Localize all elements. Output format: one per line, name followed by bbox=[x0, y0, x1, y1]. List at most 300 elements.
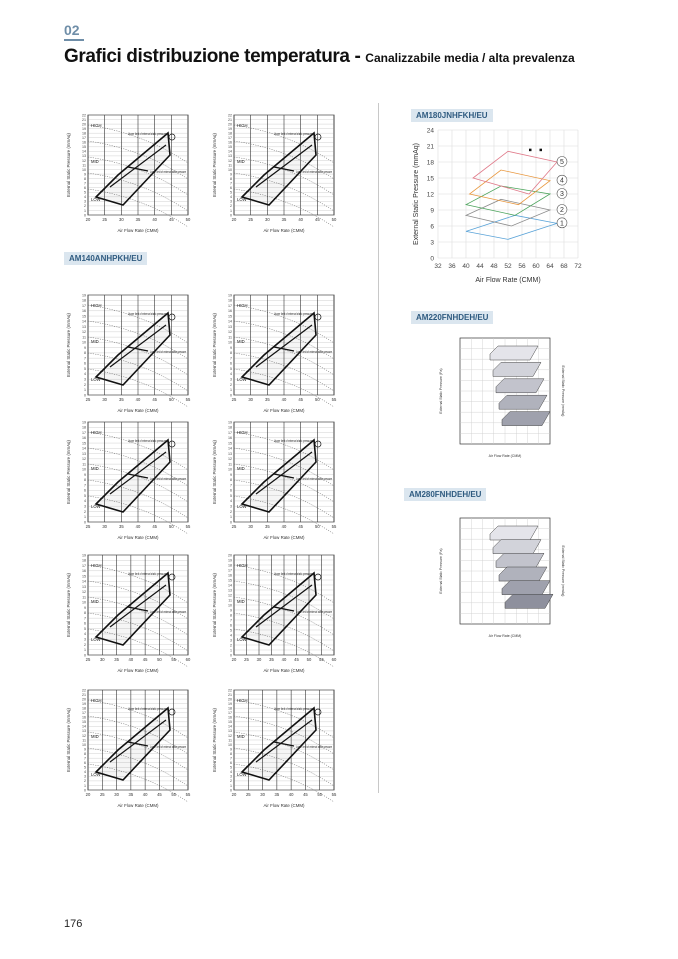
y-tick-label: 17 bbox=[228, 136, 232, 141]
x-tick-label: 30 bbox=[118, 217, 124, 222]
y-tick-label: 8 bbox=[230, 613, 232, 618]
y-tick-label: 13 bbox=[228, 588, 232, 593]
y-tick-label: 12 bbox=[82, 330, 86, 335]
small-chart bbox=[210, 412, 350, 542]
y-tick-label: 12 bbox=[228, 330, 232, 335]
y-tick-label: 9 bbox=[230, 172, 232, 177]
y-tick-label: 4 bbox=[84, 632, 86, 637]
x-tick-label: 40 bbox=[152, 217, 158, 222]
x-tick-label: 25 bbox=[85, 657, 91, 662]
y-tick-label: 22 bbox=[82, 113, 86, 118]
y-tick-label: 11 bbox=[228, 163, 232, 168]
y-tick-label: 13 bbox=[228, 324, 232, 329]
y-tick-label: 10 bbox=[82, 167, 86, 172]
x-tick-label: 20 bbox=[231, 792, 237, 797]
y-tick-label: 1 bbox=[84, 515, 86, 520]
high-label: HIGH bbox=[91, 303, 102, 308]
y-tick-label: 19 bbox=[228, 420, 232, 425]
y-tick-label: 17 bbox=[82, 136, 86, 141]
lower-limit-label: Lower limit of external static pressure bbox=[150, 170, 186, 174]
y-tick-label: 24 bbox=[426, 127, 434, 135]
y-tick-label: 5 bbox=[230, 628, 232, 633]
small-chart bbox=[210, 545, 350, 675]
y-tick-label: 9 bbox=[230, 747, 232, 752]
y-tick-label: 18 bbox=[82, 558, 86, 563]
y-tick-label: 2 bbox=[230, 204, 232, 209]
y-tick-label: 15 bbox=[82, 314, 86, 319]
x-tick-label: 25 bbox=[85, 524, 91, 529]
y-tick-label: 12 bbox=[228, 733, 232, 738]
y-tick-label: 10 bbox=[228, 742, 232, 747]
low-label: LOW bbox=[91, 197, 101, 202]
x-tick-label: 20 bbox=[231, 657, 237, 662]
x-tick-label: 55 bbox=[319, 657, 324, 662]
y2-axis-label: External Static Pressure (mmAq) bbox=[561, 365, 565, 417]
small-chart bbox=[64, 105, 204, 235]
x-tick-label: 44 bbox=[476, 263, 484, 270]
y-axis-label: External Static Pressure (mmAq) bbox=[66, 573, 71, 637]
x-tick-label: 60 bbox=[532, 263, 540, 270]
y-tick-label: 17 bbox=[82, 711, 86, 716]
x-tick-label: 60 bbox=[185, 657, 191, 662]
y-tick-label: 0 bbox=[430, 255, 434, 263]
small-chart bbox=[210, 105, 350, 235]
y-tick-label: 9 bbox=[230, 472, 232, 477]
x-axis-label: Air Flow Rate (CMM) bbox=[117, 668, 159, 673]
y-tick-label: 7 bbox=[84, 756, 86, 761]
y-tick-label: 18 bbox=[426, 159, 434, 167]
x-tick-label: 35 bbox=[274, 792, 280, 797]
upper-limit-label: Upper limit of external static pressure bbox=[128, 132, 166, 136]
x-tick-label: 55 bbox=[331, 792, 337, 797]
y-tick-label: 4 bbox=[230, 633, 232, 638]
y-tick-label: 5 bbox=[230, 493, 232, 498]
y-tick-label: 1 bbox=[230, 515, 232, 520]
upper-limit-label: Upper limit of external static pressure bbox=[128, 707, 166, 711]
y-tick-label: 15 bbox=[82, 145, 86, 150]
y-tick-label: 3 bbox=[84, 199, 86, 204]
y-tick-label: 5 bbox=[84, 366, 86, 371]
x-tick-label: 50 bbox=[171, 792, 177, 797]
mid-label: MID bbox=[91, 339, 99, 344]
low-label: LOW bbox=[237, 377, 247, 382]
x-tick-label: 20 bbox=[85, 217, 91, 222]
y-tick-label: 7 bbox=[230, 356, 232, 361]
y-tick-label: 19 bbox=[82, 293, 86, 298]
pressure-band bbox=[493, 540, 541, 554]
y-tick-label: 0 bbox=[230, 653, 232, 658]
pressure-band bbox=[496, 379, 544, 393]
mid-label: MID bbox=[91, 159, 99, 164]
y-tick-label: 17 bbox=[228, 430, 232, 435]
y-tick-label: 18 bbox=[228, 706, 232, 711]
lower-limit-label: Lower limit of external static pressure bbox=[150, 610, 186, 614]
x-tick-label: 40 bbox=[281, 657, 287, 662]
y-tick-label: 11 bbox=[82, 163, 86, 168]
y-tick-label: 8 bbox=[84, 611, 86, 616]
y-tick-label: 15 bbox=[82, 720, 86, 725]
x-tick-label: 30 bbox=[99, 657, 105, 662]
x-tick-label: 35 bbox=[264, 524, 270, 529]
x-tick-label: 40 bbox=[281, 524, 287, 529]
y-tick-label: 11 bbox=[228, 738, 232, 743]
y-tick-label: 10 bbox=[82, 467, 86, 472]
y-tick-label: 3 bbox=[230, 638, 232, 643]
y-tick-label: 10 bbox=[228, 603, 232, 608]
y-tick-label: 9 bbox=[230, 608, 232, 613]
y-tick-label: 11 bbox=[82, 335, 86, 340]
y-tick-label: 14 bbox=[82, 579, 86, 584]
pressure-band bbox=[490, 526, 538, 540]
am280-chart bbox=[432, 512, 572, 652]
y-tick-label: 2 bbox=[84, 779, 86, 784]
x-axis-label: Air Flow Rate (CMM) bbox=[117, 803, 159, 808]
y-tick-label: 18 bbox=[228, 425, 232, 430]
x-tick-label: 50 bbox=[306, 657, 312, 662]
y-tick-label: 14 bbox=[82, 149, 86, 154]
y-tick-label: 10 bbox=[228, 467, 232, 472]
y-tick-label: 2 bbox=[84, 509, 86, 514]
x-tick-label: 50 bbox=[314, 524, 320, 529]
y-tick-label: 5 bbox=[230, 765, 232, 770]
pressure-band bbox=[496, 553, 544, 567]
page-number: 176 bbox=[64, 918, 83, 930]
y-tick-label: 8 bbox=[84, 478, 86, 483]
y-tick-label: 12 bbox=[228, 457, 232, 462]
x-tick-label: 30 bbox=[102, 397, 108, 402]
x-tick-label: 40 bbox=[128, 657, 134, 662]
y-axis-label: External Static Pressure (mmAq) bbox=[66, 440, 71, 504]
small-chart bbox=[64, 412, 204, 542]
pressure-band bbox=[493, 362, 541, 376]
y-tick-label: 7 bbox=[84, 616, 86, 621]
x-tick-label: 45 bbox=[152, 524, 158, 529]
x-tick-label: 35 bbox=[114, 657, 119, 662]
y-tick-label: 18 bbox=[228, 563, 232, 568]
low-label: LOW bbox=[237, 637, 247, 642]
y-tick-label: 0 bbox=[230, 520, 232, 525]
am220-chart bbox=[432, 332, 572, 472]
x-tick-label: 35 bbox=[128, 792, 134, 797]
y-tick-label: 8 bbox=[230, 176, 232, 181]
y-tick-label: 5 bbox=[230, 366, 232, 371]
mid-label: MID bbox=[91, 599, 99, 604]
y-tick-label: 19 bbox=[228, 558, 232, 563]
y-tick-label: 6 bbox=[84, 361, 86, 366]
pressure-band bbox=[499, 395, 547, 409]
low-label: LOW bbox=[237, 197, 247, 202]
lower-limit-label: Lower limit of external static pressure bbox=[150, 477, 186, 481]
marker-dot bbox=[540, 149, 543, 152]
y-tick-label: 1 bbox=[84, 648, 86, 653]
y-tick-label: 16 bbox=[82, 436, 86, 441]
y-tick-label: 4 bbox=[84, 372, 86, 377]
x-tick-label: 35 bbox=[281, 217, 287, 222]
y-tick-label: 0 bbox=[84, 213, 86, 218]
y-tick-label: 16 bbox=[82, 309, 86, 314]
y-tick-label: 6 bbox=[430, 223, 434, 231]
y-tick-label: 14 bbox=[228, 149, 232, 154]
y-axis-label: External Static Pressure (mmAq) bbox=[212, 313, 217, 377]
y-tick-label: 13 bbox=[228, 729, 232, 734]
y-axis-label: External Static Pressure (mmAq) bbox=[66, 708, 71, 772]
x-tick-label: 45 bbox=[298, 397, 304, 402]
upper-limit-label: Upper limit of external static pressure bbox=[128, 572, 166, 576]
y-tick-label: 9 bbox=[84, 605, 86, 610]
y-tick-label: 12 bbox=[228, 593, 232, 598]
y-tick-label: 1 bbox=[230, 783, 232, 788]
y-tick-label: 1 bbox=[230, 648, 232, 653]
high-label: HIGH bbox=[91, 430, 102, 435]
high-label: HIGH bbox=[237, 563, 248, 568]
y-tick-label: 16 bbox=[228, 715, 232, 720]
y-tick-label: 10 bbox=[82, 600, 86, 605]
x-tick-label: 30 bbox=[260, 792, 265, 797]
y-tick-label: 3 bbox=[430, 239, 434, 247]
y-tick-label: 21 bbox=[82, 117, 86, 122]
y-tick-label: 4 bbox=[230, 372, 232, 377]
y-tick-label: 14 bbox=[82, 319, 86, 324]
pressure-band bbox=[502, 581, 550, 595]
upper-limit-label: Upper limit of external static pressure bbox=[274, 439, 312, 443]
high-label: HIGH bbox=[237, 123, 248, 128]
y-tick-label: 9 bbox=[430, 207, 434, 215]
y-tick-label: 2 bbox=[84, 204, 86, 209]
x-axis-label: Air Flow Rate (CMM) bbox=[488, 454, 522, 458]
y-tick-label: 2 bbox=[230, 509, 232, 514]
y-tick-label: 19 bbox=[82, 701, 86, 706]
y-tick-label: 0 bbox=[230, 788, 232, 793]
y-tick-label: 8 bbox=[230, 478, 232, 483]
y-tick-label: 9 bbox=[84, 172, 86, 177]
marker-dot bbox=[529, 149, 532, 152]
x-tick-label: 40 bbox=[135, 397, 141, 402]
y-tick-label: 12 bbox=[82, 158, 86, 163]
y-tick-label: 17 bbox=[82, 303, 86, 308]
x-axis-label: Air Flow Rate (CMM) bbox=[263, 535, 305, 540]
y-tick-label: 0 bbox=[84, 520, 86, 525]
x-tick-label: 40 bbox=[142, 792, 148, 797]
y-axis-label: External Static Pressure (mmAq) bbox=[212, 573, 217, 637]
y-tick-label: 13 bbox=[82, 584, 86, 589]
x-tick-label: 50 bbox=[314, 397, 320, 402]
y-tick-label: 10 bbox=[82, 742, 86, 747]
y-tick-label: 6 bbox=[230, 761, 232, 766]
model-label-am280: AM280FNHDEH/EU bbox=[404, 488, 486, 501]
y-axis-label: External Static Pressure (mmAq) bbox=[212, 133, 217, 197]
x-tick-label: 45 bbox=[303, 792, 308, 797]
x-tick-label: 45 bbox=[314, 217, 320, 222]
small-chart bbox=[210, 680, 350, 810]
y-tick-label: 9 bbox=[84, 747, 86, 752]
y-tick-label: 17 bbox=[228, 711, 232, 716]
x-tick-label: 40 bbox=[135, 524, 141, 529]
x-axis-label: Air Flow Rate (CMM) bbox=[117, 228, 159, 233]
y-tick-label: 1 bbox=[230, 388, 232, 393]
upper-limit-label: Upper limit of external static pressure bbox=[128, 312, 166, 316]
lower-limit-label: Lower limit of external static pressure bbox=[296, 170, 332, 174]
x-tick-label: 50 bbox=[168, 524, 174, 529]
y-tick-label: 7 bbox=[230, 618, 232, 623]
x-tick-label: 40 bbox=[298, 217, 304, 222]
small-chart bbox=[64, 680, 204, 810]
y-tick-label: 11 bbox=[82, 738, 86, 743]
x-tick-label: 25 bbox=[248, 217, 254, 222]
y-tick-label: 19 bbox=[228, 126, 232, 131]
x-tick-label: 25 bbox=[99, 792, 105, 797]
y-tick-label: 16 bbox=[82, 140, 86, 145]
x-tick-label: 45 bbox=[298, 524, 304, 529]
y-tick-label: 11 bbox=[228, 598, 232, 603]
x-tick-label: 25 bbox=[102, 217, 108, 222]
page-title bbox=[64, 46, 575, 68]
y-tick-label: 13 bbox=[82, 451, 86, 456]
y-tick-label: 9 bbox=[230, 345, 232, 350]
y-axis-label: External Static Pressure (Pa) bbox=[439, 548, 443, 594]
y-tick-label: 7 bbox=[230, 483, 232, 488]
lower-limit-label: Lower limit of external static pressure bbox=[296, 350, 332, 354]
y-tick-label: 14 bbox=[228, 724, 232, 729]
y-tick-label: 21 bbox=[426, 143, 434, 151]
y-tick-label: 11 bbox=[82, 462, 86, 467]
y-tick-label: 12 bbox=[426, 191, 434, 199]
x-tick-label: 30 bbox=[248, 524, 254, 529]
y-tick-label: 3 bbox=[84, 377, 86, 382]
x-axis-label: Air Flow Rate (CMM) bbox=[475, 277, 541, 284]
y-tick-label: 12 bbox=[82, 457, 86, 462]
y-tick-label: 4 bbox=[230, 195, 232, 200]
y-tick-label: 5 bbox=[84, 626, 86, 631]
y-tick-label: 15 bbox=[228, 441, 232, 446]
y-tick-label: 2 bbox=[230, 382, 232, 387]
x-tick-label: 30 bbox=[264, 217, 270, 222]
y-tick-label: 12 bbox=[82, 733, 86, 738]
am180-chart bbox=[410, 122, 600, 292]
title-main: Grafici distribuzione temperatura - bbox=[64, 46, 361, 67]
y-tick-label: 1 bbox=[230, 208, 232, 213]
y-tick-label: 22 bbox=[228, 113, 232, 118]
y-tick-label: 22 bbox=[82, 688, 86, 693]
section-underline bbox=[64, 39, 84, 41]
y-tick-label: 16 bbox=[82, 569, 86, 574]
y-tick-label: 19 bbox=[228, 293, 232, 298]
upper-limit-label: Upper limit of external static pressure bbox=[128, 439, 166, 443]
y-tick-label: 4 bbox=[230, 770, 232, 775]
mid-label: MID bbox=[237, 734, 245, 739]
x-tick-label: 40 bbox=[281, 397, 287, 402]
mid-label: MID bbox=[237, 599, 245, 604]
series-2-label: 2 bbox=[560, 207, 564, 214]
y-tick-label: 11 bbox=[228, 462, 232, 467]
y-tick-label: 5 bbox=[84, 493, 86, 498]
y-tick-label: 19 bbox=[82, 126, 86, 131]
y-tick-label: 18 bbox=[82, 425, 86, 430]
y-tick-label: 18 bbox=[82, 706, 86, 711]
x-tick-label: 30 bbox=[248, 397, 254, 402]
y-tick-label: 10 bbox=[82, 340, 86, 345]
upper-limit-label: Upper limit of external static pressure bbox=[274, 312, 312, 316]
low-label: LOW bbox=[91, 377, 101, 382]
lower-limit-label: Lower limit of external static pressure bbox=[150, 745, 186, 749]
y-tick-label: 16 bbox=[228, 309, 232, 314]
series-4-label: 4 bbox=[560, 177, 564, 185]
mid-label: MID bbox=[91, 734, 99, 739]
high-label: HIGH bbox=[237, 303, 248, 308]
x-tick-label: 36 bbox=[448, 263, 456, 270]
y2-axis-label: External Static Pressure (mmAq) bbox=[561, 545, 565, 597]
x-tick-label: 45 bbox=[168, 217, 174, 222]
x-tick-label: 64 bbox=[546, 263, 554, 270]
y-tick-label: 12 bbox=[82, 590, 86, 595]
x-tick-label: 35 bbox=[135, 217, 141, 222]
y-tick-label: 6 bbox=[230, 186, 232, 191]
y-tick-label: 20 bbox=[82, 697, 86, 702]
x-tick-label: 50 bbox=[185, 217, 191, 222]
column-divider bbox=[378, 103, 379, 793]
x-tick-label: 45 bbox=[152, 397, 158, 402]
y-axis-label: External Static Pressure (mmAq) bbox=[66, 133, 71, 197]
low-label: LOW bbox=[91, 637, 101, 642]
x-tick-label: 30 bbox=[102, 524, 108, 529]
y-tick-label: 3 bbox=[230, 774, 232, 779]
x-tick-label: 40 bbox=[288, 792, 294, 797]
y-tick-label: 8 bbox=[84, 176, 86, 181]
y-tick-label: 8 bbox=[230, 351, 232, 356]
series-1-label: 1 bbox=[560, 220, 564, 228]
x-tick-label: 55 bbox=[185, 792, 191, 797]
y-tick-label: 21 bbox=[228, 692, 232, 697]
y-tick-label: 6 bbox=[230, 488, 232, 493]
y-tick-label: 14 bbox=[228, 583, 232, 588]
x-tick-label: 60 bbox=[331, 657, 337, 662]
model-label-am220: AM220FNHDEH/EU bbox=[411, 311, 493, 324]
x-tick-label: 25 bbox=[231, 524, 237, 529]
y-tick-label: 17 bbox=[82, 563, 86, 568]
y-tick-label: 15 bbox=[228, 720, 232, 725]
x-axis-label: Air Flow Rate (CMM) bbox=[263, 803, 305, 808]
x-tick-label: 30 bbox=[114, 792, 119, 797]
y-tick-label: 21 bbox=[228, 117, 232, 122]
y-tick-label: 6 bbox=[230, 361, 232, 366]
pressure-band bbox=[502, 412, 550, 426]
y-tick-label: 1 bbox=[84, 783, 86, 788]
x-axis-label: Air Flow Rate (CMM) bbox=[263, 228, 305, 233]
y-tick-label: 3 bbox=[84, 504, 86, 509]
x-tick-label: 20 bbox=[231, 217, 237, 222]
small-chart bbox=[64, 545, 204, 675]
x-tick-label: 25 bbox=[231, 397, 237, 402]
pressure-band bbox=[499, 567, 547, 581]
y-tick-label: 4 bbox=[230, 499, 232, 504]
y-tick-label: 15 bbox=[228, 314, 232, 319]
y-tick-label: 3 bbox=[84, 637, 86, 642]
y-tick-label: 15 bbox=[228, 145, 232, 150]
x-tick-label: 35 bbox=[264, 397, 270, 402]
x-tick-label: 55 bbox=[171, 657, 177, 662]
y-tick-label: 10 bbox=[228, 340, 232, 345]
x-tick-label: 32 bbox=[434, 263, 442, 270]
x-tick-label: 55 bbox=[331, 524, 337, 529]
y-tick-label: 16 bbox=[228, 140, 232, 145]
y-tick-label: 17 bbox=[228, 568, 232, 573]
x-axis-label: Air Flow Rate (CMM) bbox=[263, 408, 305, 413]
y-tick-label: 0 bbox=[230, 393, 232, 398]
y-tick-label: 19 bbox=[82, 553, 86, 558]
x-tick-label: 40 bbox=[462, 263, 470, 270]
y-tick-label: 0 bbox=[84, 788, 86, 793]
pressure-band bbox=[505, 594, 553, 608]
y-tick-label: 20 bbox=[228, 553, 232, 558]
